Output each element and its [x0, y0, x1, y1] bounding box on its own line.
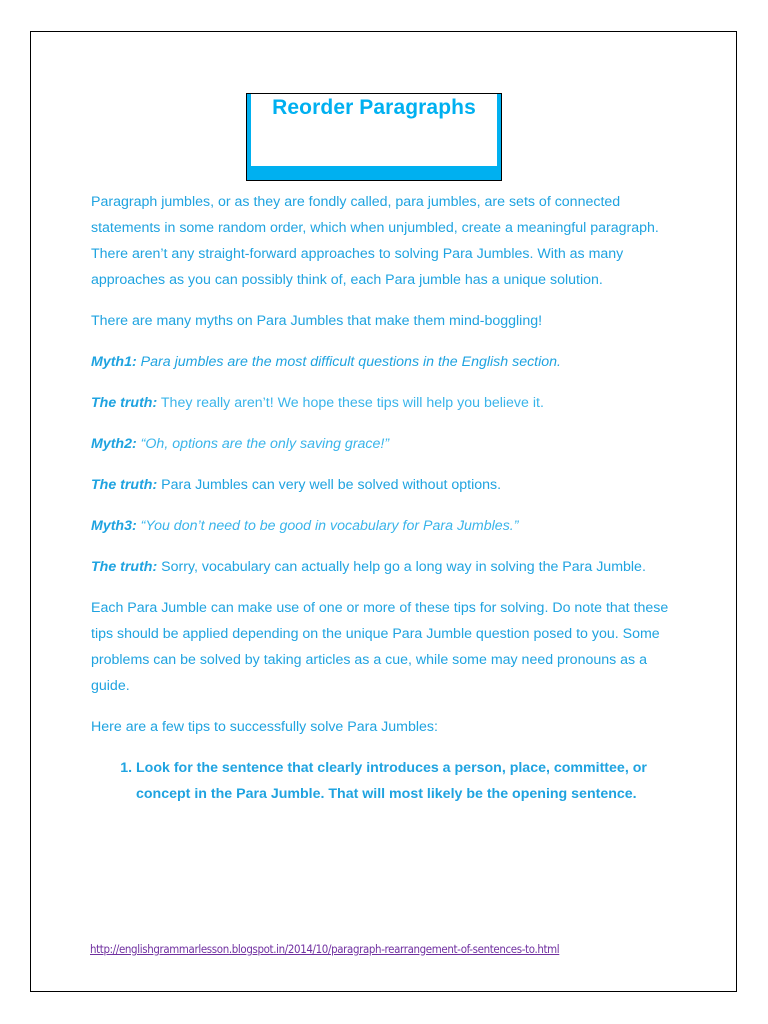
truth-3-text: Sorry, vocabulary can actually help go a long way in solving the Para Jumble.	[161, 559, 646, 575]
myth-3-label: Myth3:	[91, 518, 137, 534]
myth-2	[91, 431, 681, 457]
truth-3	[91, 554, 681, 580]
title-box	[246, 93, 502, 181]
myth-3-text: “You don’t need to be good in vocabulary for Para Jumbles.”	[140, 518, 519, 534]
myth-1-label: Myth1:	[91, 354, 137, 370]
truth-1-text: They really aren’t! We hope these tips will help you believe it.	[160, 395, 544, 411]
document-title: Reorder Paragraphs	[272, 96, 476, 119]
truth-2	[91, 472, 681, 498]
tips-list	[91, 755, 681, 807]
truth-3-label: The truth:	[91, 559, 158, 575]
tip-item: 1. Look for the sentence that clearly introduces a person, place, committee, or concept in the Para Jumble. That will most likely be the opening sentence.	[136, 755, 681, 807]
truth-1	[91, 390, 681, 416]
myth-1	[91, 349, 681, 375]
source-link[interactable]: http://englishgrammarlesson.blogspot.in/2014/10/paragraph-rearrangement-of-sentences-to.html	[90, 942, 560, 956]
myth-3	[91, 513, 681, 539]
myth-2-text: “Oh, options are the only saving grace!”	[140, 436, 390, 452]
tips-intro: Here are a few tips to successfully solve Para Jumbles:	[91, 719, 438, 735]
intro-paragraph: Paragraph jumbles, or as they are fondly called, para jumbles, are sets of connected statements in some random order, which when unjumbled, create a meaningful paragraph. There aren’t any straight-forward approaches to solving Para Jumbles. With as many approaches as you can possibly think of, each Para jumble has a unique solution.	[91, 194, 659, 288]
title-box-bottom-bar	[247, 166, 501, 180]
truth-2-text: Para Jumbles can very well be solved without options.	[161, 477, 502, 493]
tips-paragraph: Each Para Jumble can make use of one or more of these tips for solving. Do note that these tips should be applied depending on the unique Para Jumble question posed to you. Some problems can be solved by taking articles as a cue, while some may need pronouns as a guide.	[91, 600, 669, 694]
myth-1-text: Para jumbles are the most difficult questions in the English section.	[140, 354, 561, 370]
myths-intro: There are many myths on Para Jumbles that make them mind-boggling!	[91, 313, 543, 329]
truth-2-label: The truth:	[91, 477, 158, 493]
truth-1-label: The truth:	[91, 395, 158, 411]
myth-2-label: Myth2:	[91, 436, 137, 452]
document-body	[91, 189, 681, 807]
